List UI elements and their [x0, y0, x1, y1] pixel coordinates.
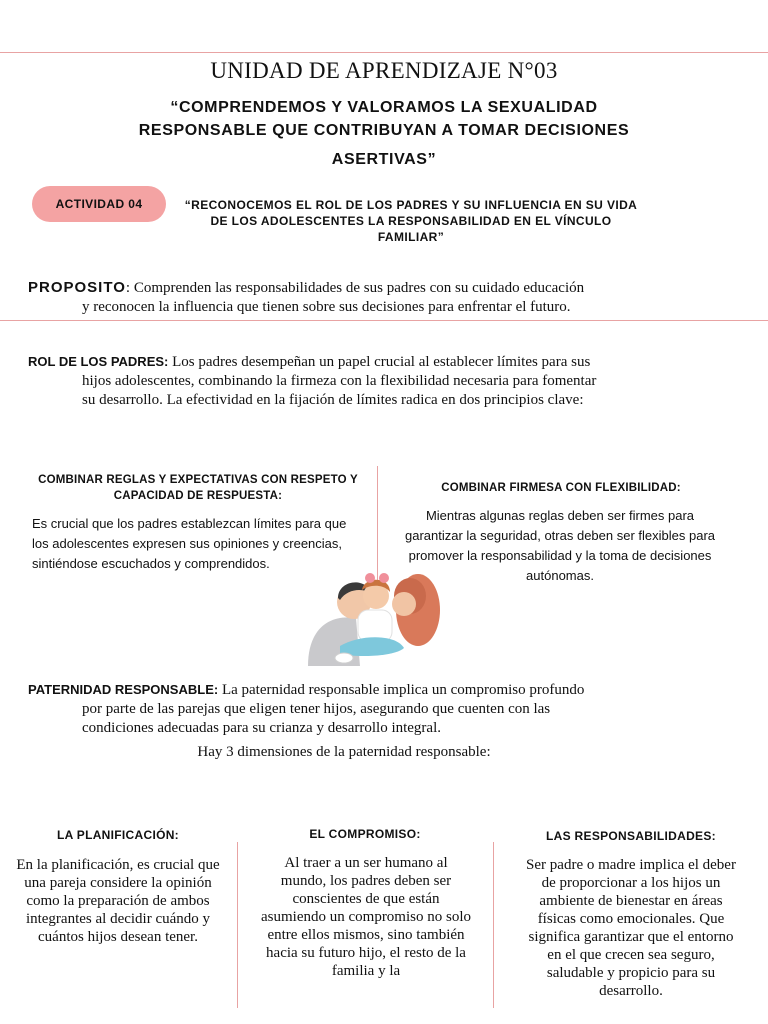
unit-subtitle: “COMPRENDEMOS Y VALORAMOS LA SEXUALIDAD RESPONSABLE QUE CONTRIBUYAN A TOMAR DECISIONES: [138, 99, 630, 139]
dimensions-intro: Hay 3 dimensiones de la paternidad responsable:: [197, 744, 491, 760]
proposito-line1: : Comprenden las responsabilidades de sus padres con su cuidado educación: [125, 280, 585, 296]
paternidad-paragraph: [28, 680, 658, 738]
paternidad-line1: La paternidad responsable implica un compromiso profundo: [218, 682, 585, 698]
dimension-2-text: Al traer a un ser humano al mundo, los padres deben ser conscientes de que están asumiendo un compromiso no solo entre ellos mismos, sino también hacia su futuro hijo, el resto de la familia y la: [261, 855, 471, 979]
paternidad-label: PATERNIDAD RESPONSABLE:: [28, 682, 219, 697]
activity-badge: ACTIVIDAD 04: [32, 186, 166, 222]
rol-rest: hijos adolescentes, combinando la firmeza con la flexibilidad necesaria para fomentar su desarrollo. La efectividad en la fijación de límites radica en dos principios clave:: [82, 373, 597, 408]
top-divider: [0, 52, 768, 53]
unit-subtitle-end: ASERTIVAS”: [331, 151, 437, 168]
dimensions-divider-1: [237, 842, 238, 1008]
dimension-2-heading: EL COMPROMISO:: [309, 827, 421, 841]
proposito-paragraph: [28, 278, 658, 317]
principle-1-heading: COMBINAR REGLAS Y EXPECTATIVAS CON RESPETO Y CAPACIDAD DE RESPUESTA:: [38, 474, 358, 502]
rol-line1: Los padres desempeñan un papel crucial al establecer límites para sus: [168, 354, 591, 370]
section-divider: [0, 320, 768, 321]
dimension-1-text: En la planificación, es crucial que una pareja considere la opinión como la preparación de ambos integrantes al decidir cuándo y cuántos hijos desean tener.: [16, 857, 220, 945]
rol-label: ROL DE LOS PADRES:: [28, 354, 169, 369]
proposito-line2: y reconocen la influencia que tienen sobre sus decisiones para enfrentar el futuro.: [82, 299, 571, 315]
principle-2-heading: COMBINAR FIRMESA CON FLEXIBILIDAD:: [441, 482, 681, 494]
page-title: UNIDAD DE APRENDIZAJE N°03: [210, 58, 558, 83]
proposito-label: PROPOSITO: [28, 279, 126, 296]
dimension-3-text: Ser padre o madre implica el deber de proporcionar a los hijos un ambiente de bienestar en áreas físicas como emocionales. Que significa garantizar que el entorno en el que crecen sea seguro, saludable y propicio para su desarrollo.: [526, 857, 736, 999]
dimension-1-heading: LA PLANIFICACIÓN:: [57, 828, 179, 842]
principle-2-text: Mientras algunas reglas deben ser firmes para garantizar la seguridad, otras deben ser flexibles para promover la responsabilidad y la toma de decisiones autónomas.: [404, 508, 715, 583]
dimension-3-heading: LAS RESPONSABILIDADES:: [546, 829, 716, 843]
family-illustration: [300, 566, 450, 670]
paternidad-rest: por parte de las parejas que eligen tener hijos, asegurando que cuenten con las condiciones adecuadas para su crianza y desarrollo integral.: [82, 701, 551, 736]
rol-paragraph: [28, 352, 658, 410]
activity-title: “RECONOCEMOS EL ROL DE LOS PADRES Y SU INFLUENCIA EN SU VIDA DE LOS ADOLESCENTES LA RESPONSABILIDAD EN EL VÍNCULO FAMILIAR”: [184, 198, 638, 244]
principle-1-text: Es crucial que los padres establezcan límites para que los adolescentes expresen sus opiniones y creencias, sintiéndose escuchados y comprendidos.: [32, 516, 347, 571]
dimensions-divider-2: [493, 842, 494, 1008]
